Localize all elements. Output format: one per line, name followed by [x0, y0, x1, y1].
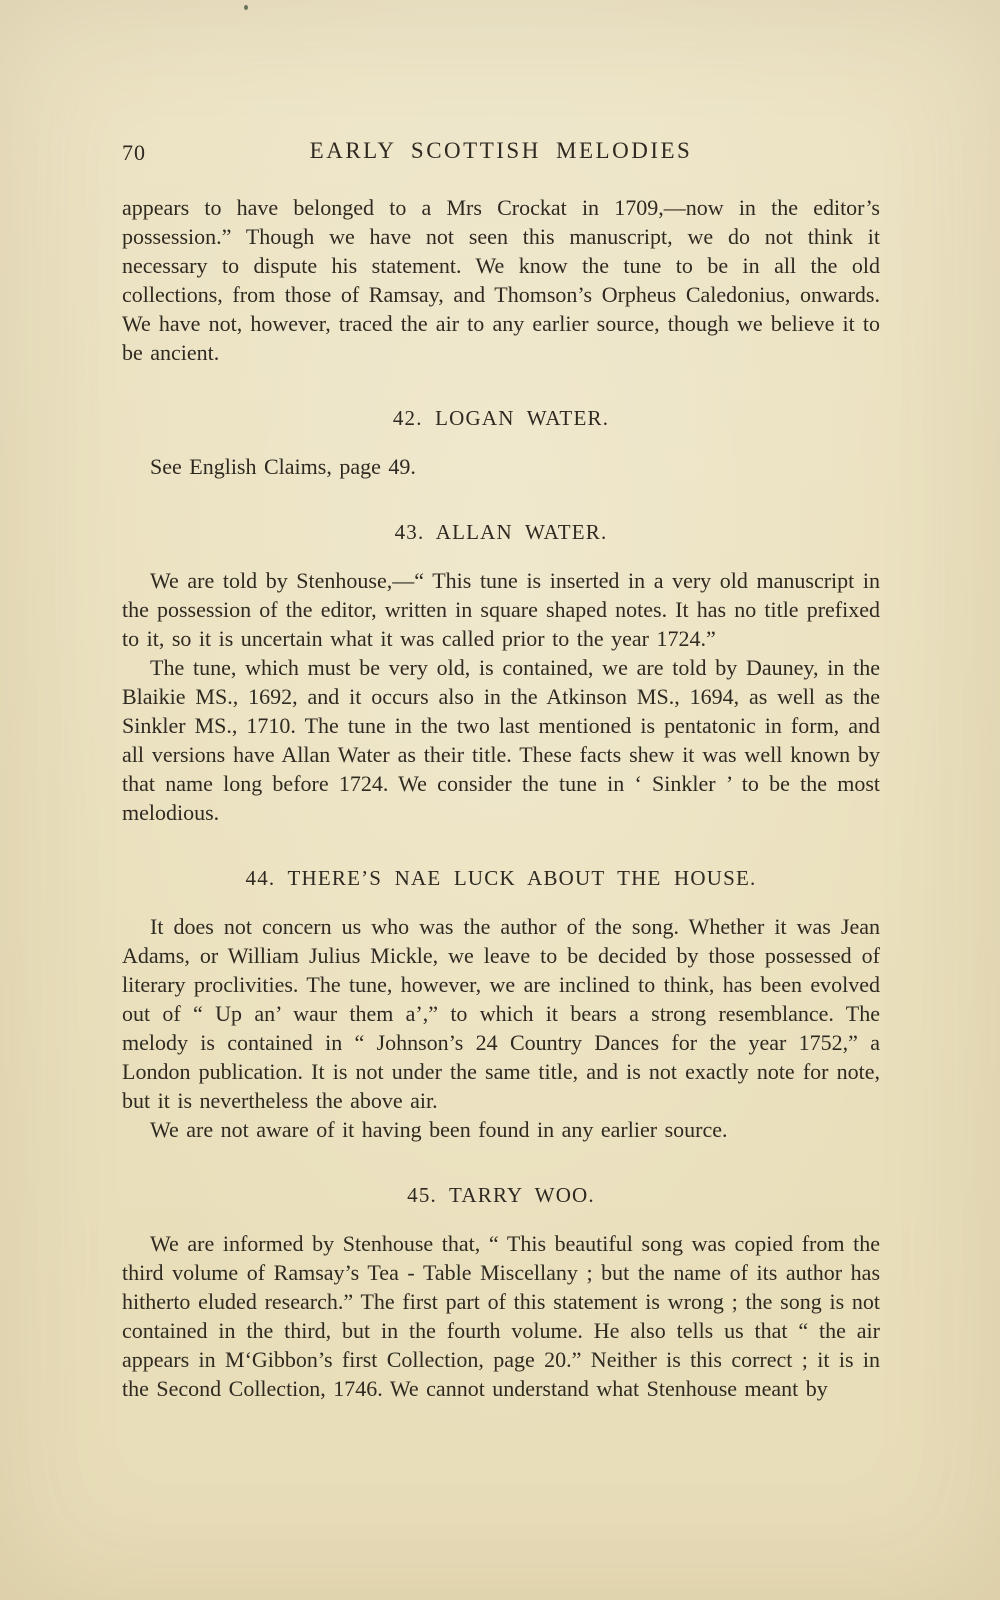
section-allan-water [122, 519, 880, 827]
paragraph: We are not aware of it having been found in any earlier source. [150, 1117, 728, 1142]
ink-speck [244, 5, 248, 10]
section-theres-nae-luck [122, 865, 880, 1144]
running-header-title: EARLY SCOTTISH MELODIES [309, 138, 693, 163]
section-tarry-woo [122, 1182, 880, 1403]
section-heading-logan-water: 42. LOGAN WATER. [392, 406, 610, 430]
section-heading-allan-water: 43. ALLAN WATER. [394, 520, 608, 544]
section-logan-water [122, 405, 880, 481]
page-number: 70 [122, 140, 146, 165]
paragraph: We are informed by Stenhouse that, “ This beautiful song was copied from the third volume of Ramsay’s Tea - Table Miscellany ; but the name of its author has hitherto eluded research.” The first part of this statement is wrong ; the song is not contained in the third, but in the fourth volume. He also tells us that “ the air appears in M‘Gibbon’s first Collection, page 20.” Neither is this correct ; it is in the Second Collection, 1746. We cannot understand what Stenhouse meant by [122, 1231, 880, 1401]
paragraph: The tune, which must be very old, is contained, we are told by Dauney, in the Blaikie MS., 1692, and it occurs also in the Atkinson MS., 1694, as well as the Sinkler MS., 1710. The tune in the two last mentioned is pentatonic in form, and all versions have Allan Water as their title. These facts shew it was well known by that name long before 1724. We consider the tune in ‘ Sinkler ’ to be the most melodious. [122, 655, 880, 825]
paragraph: We are told by Stenhouse,—“ This tune is inserted in a very old manuscript in the possession of the editor, written in square shaped notes. It has no title prefixed to it, so it is uncertain what it was called prior to the year 1724.” [122, 568, 880, 651]
page-content [122, 138, 880, 1403]
section-heading-theres-nae-luck: 44. THERE’S NAE LUCK ABOUT THE HOUSE. [245, 866, 757, 890]
section-heading-tarry-woo: 45. TARRY WOO. [407, 1183, 595, 1207]
continuation-paragraph: appears to have belonged to a Mrs Crockat in 1709,—now in the editor’s possession.” Though we have not seen this manuscript, we do not think it necessary to dispute his statement. We know the tune to be in all the old collections, from those of Ramsay, and Thomson’s Orpheus Caledonius, onwards. We have not, however, traced the air to any earlier source, though we believe it to be ancient. [122, 195, 880, 365]
paragraph: See English Claims, page 49. [150, 454, 416, 479]
paragraph: It does not concern us who was the author of the song. Whether it was Jean Adams, or William Julius Mickle, we leave to be decided by those possessed of literary proclivities. The tune, however, we are inclined to think, has been evolved out of “ Up an’ waur them a’,” to which it bears a strong resemblance. The melody is contained in “ Johnson’s 24 Country Dances for the year 1752,” a London publication. It is not under the same title, and is not exactly note for note, but it is nevertheless the above air. [122, 914, 880, 1113]
page-header [122, 138, 880, 166]
